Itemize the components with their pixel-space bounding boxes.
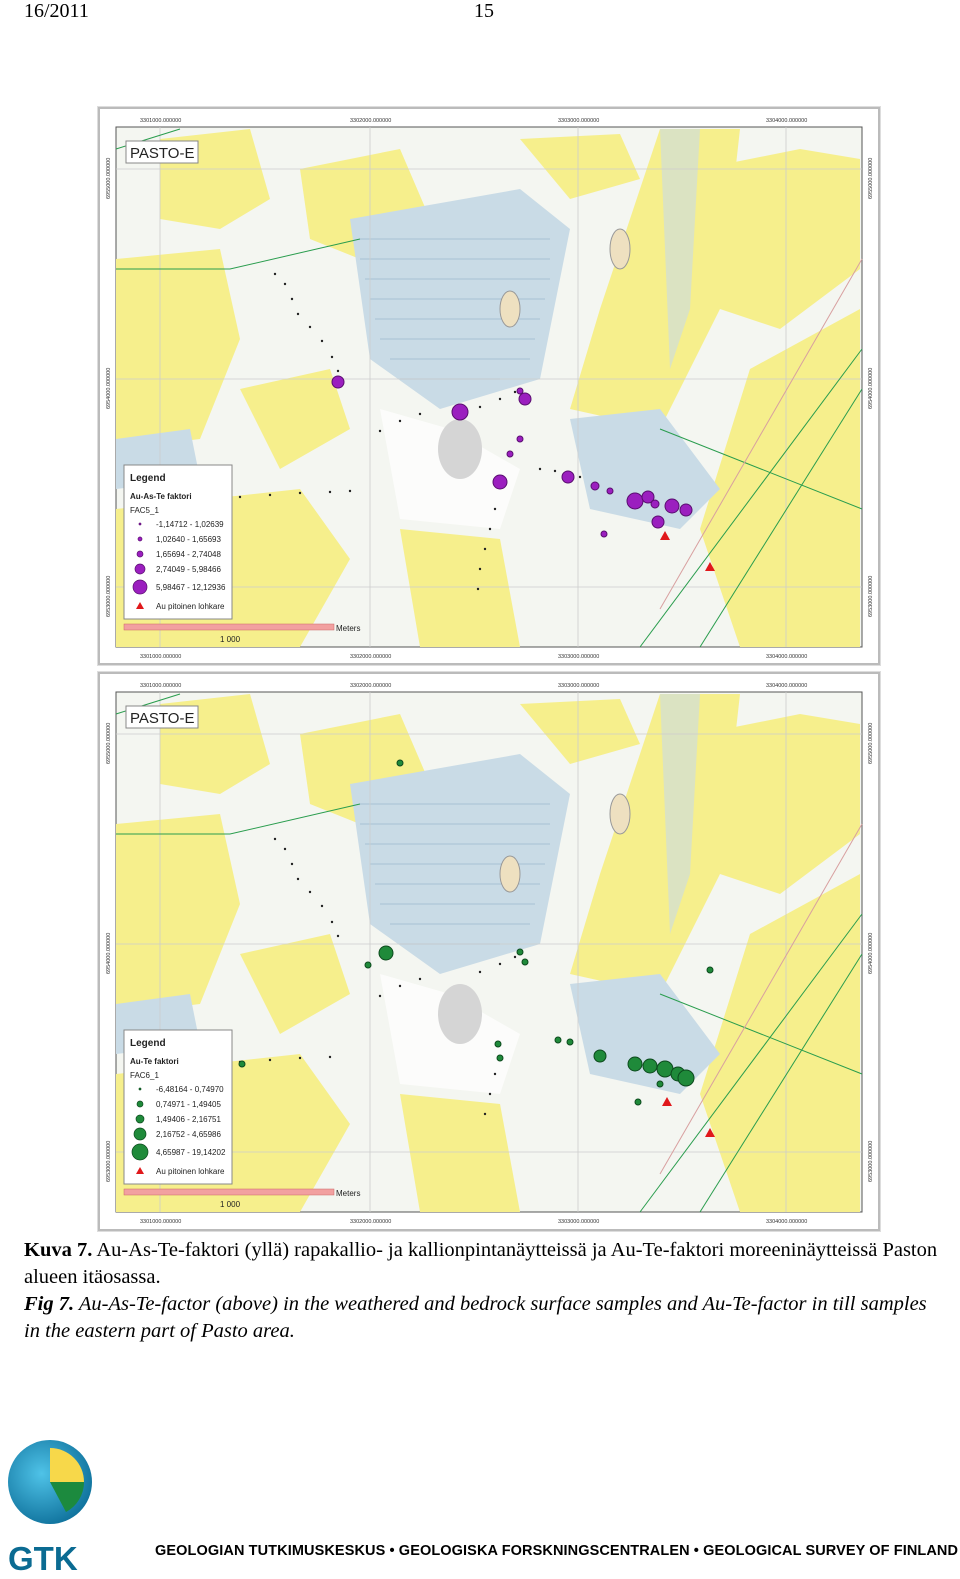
logo-text: GTK [8,1540,78,1577]
map-au-as-te [98,107,880,665]
map-au-te [98,672,880,1231]
coord-y1-right: 6955000.000000 [868,157,874,199]
coord2-x3-bottom: 3303000.000000 [558,1219,600,1225]
scale-unit: Meters [336,624,361,633]
coord2-y2: 6954000.000000 [106,932,112,974]
caption-english-label: Fig 7. [24,1293,75,1315]
legend2-class-5: 4,65987 - 19,14202 [156,1148,226,1157]
scale-value-2: 1 000 [220,1200,241,1209]
legend-class-2: 1,02640 - 1,65693 [156,535,221,544]
scale-unit-2: Meters [336,1189,361,1198]
coord-y2: 6954000.000000 [106,367,112,409]
coord-x2-top: 3302000.000000 [350,118,392,124]
caption-finnish [24,1237,944,1291]
legend2-boulder: Au pitoinen lohkare [156,1167,225,1176]
coord2-x4-top: 3304000.000000 [766,683,808,689]
coord2-x4-bottom: 3304000.000000 [766,1219,808,1225]
coord-y3-right: 6953000.000000 [868,575,874,617]
coord2-x2-top: 3302000.000000 [350,683,392,689]
legend2-class-3: 1,49406 - 2,16751 [156,1115,221,1124]
coord2-y3-right: 6953000.000000 [868,1140,874,1182]
coord2-y3: 6953000.000000 [106,1140,112,1182]
map-canvas [100,109,878,663]
coord2-y2-right: 6954000.000000 [868,932,874,974]
coord2-x3-top: 3303000.000000 [558,683,600,689]
legend-field: FAC5_1 [130,506,159,515]
caption-finnish-text: Au-As-Te-faktori (yllä) rapakallio- ja kallionpintanäytteissä ja Au-Te-faktori moreeninäytteissä Paston alueen itäosassa. [24,1239,938,1288]
area-label: PASTO-E [130,145,195,162]
legend2-class-2: 0,74971 - 1,49405 [156,1100,221,1109]
issue-number: 16/2011 [24,0,89,22]
legend-boulder: Au pitoinen lohkare [156,602,225,611]
footer-institution: GEOLOGIAN TUTKIMUSKESKUS • GEOLOGISKA FORSKNINGSCENTRALEN • GEOLOGICAL SURVEY OF FINLAND [155,1543,959,1559]
legend-title-2: Legend [130,1038,166,1049]
coord-x2-bottom: 3302000.000000 [350,654,392,660]
legend2-class-1: -6,48164 - 0,74970 [156,1085,224,1094]
coord2-x2-bottom: 3302000.000000 [350,1219,392,1225]
coord-x1-bottom: 3301000.000000 [140,654,182,660]
coord2-y1: 6955000.000000 [106,722,112,764]
legend-factor: Au-As-Te faktori [130,492,192,501]
coord2-x1-bottom: 3301000.000000 [140,1219,182,1225]
caption-english [24,1291,944,1345]
coord-y2-right: 6954000.000000 [868,367,874,409]
map-canvas-2 [100,674,878,1229]
scale-value: 1 000 [220,635,241,644]
page-number: 15 [474,0,494,22]
caption-english-text: Au-As-Te-factor (above) in the weathered and bedrock surface samples and Au-Te-factor in till samples in the eastern part of Pasto area. [24,1293,927,1342]
gtk-logo [6,1438,98,1578]
legend-class-1: -1,14712 - 1,02639 [156,520,224,529]
coord-x3-top: 3303000.000000 [558,118,600,124]
coord2-x1-top: 3301000.000000 [140,683,182,689]
coord-x3-bottom: 3303000.000000 [558,654,600,660]
coord-y3: 6953000.000000 [106,575,112,617]
coord-x1-top: 3301000.000000 [140,118,182,124]
legend-class-3: 1,65694 - 2,74048 [156,550,221,559]
caption-finnish-label: Kuva 7. [24,1239,93,1261]
coord-x4-top: 3304000.000000 [766,118,808,124]
legend-class-5: 5,98467 - 12,12936 [156,583,226,592]
legend-field-2: FAC6_1 [130,1071,159,1080]
coord2-y1-right: 6955000.000000 [868,722,874,764]
coord-x4-bottom: 3304000.000000 [766,654,808,660]
legend-class-4: 2,74049 - 5,98466 [156,565,221,574]
legend-title: Legend [130,473,166,484]
area-label-2: PASTO-E [130,710,195,727]
legend-factor-2: Au-Te faktori [130,1057,179,1066]
legend2-class-4: 2,16752 - 4,65986 [156,1130,221,1139]
coord-y1: 6955000.000000 [106,157,112,199]
